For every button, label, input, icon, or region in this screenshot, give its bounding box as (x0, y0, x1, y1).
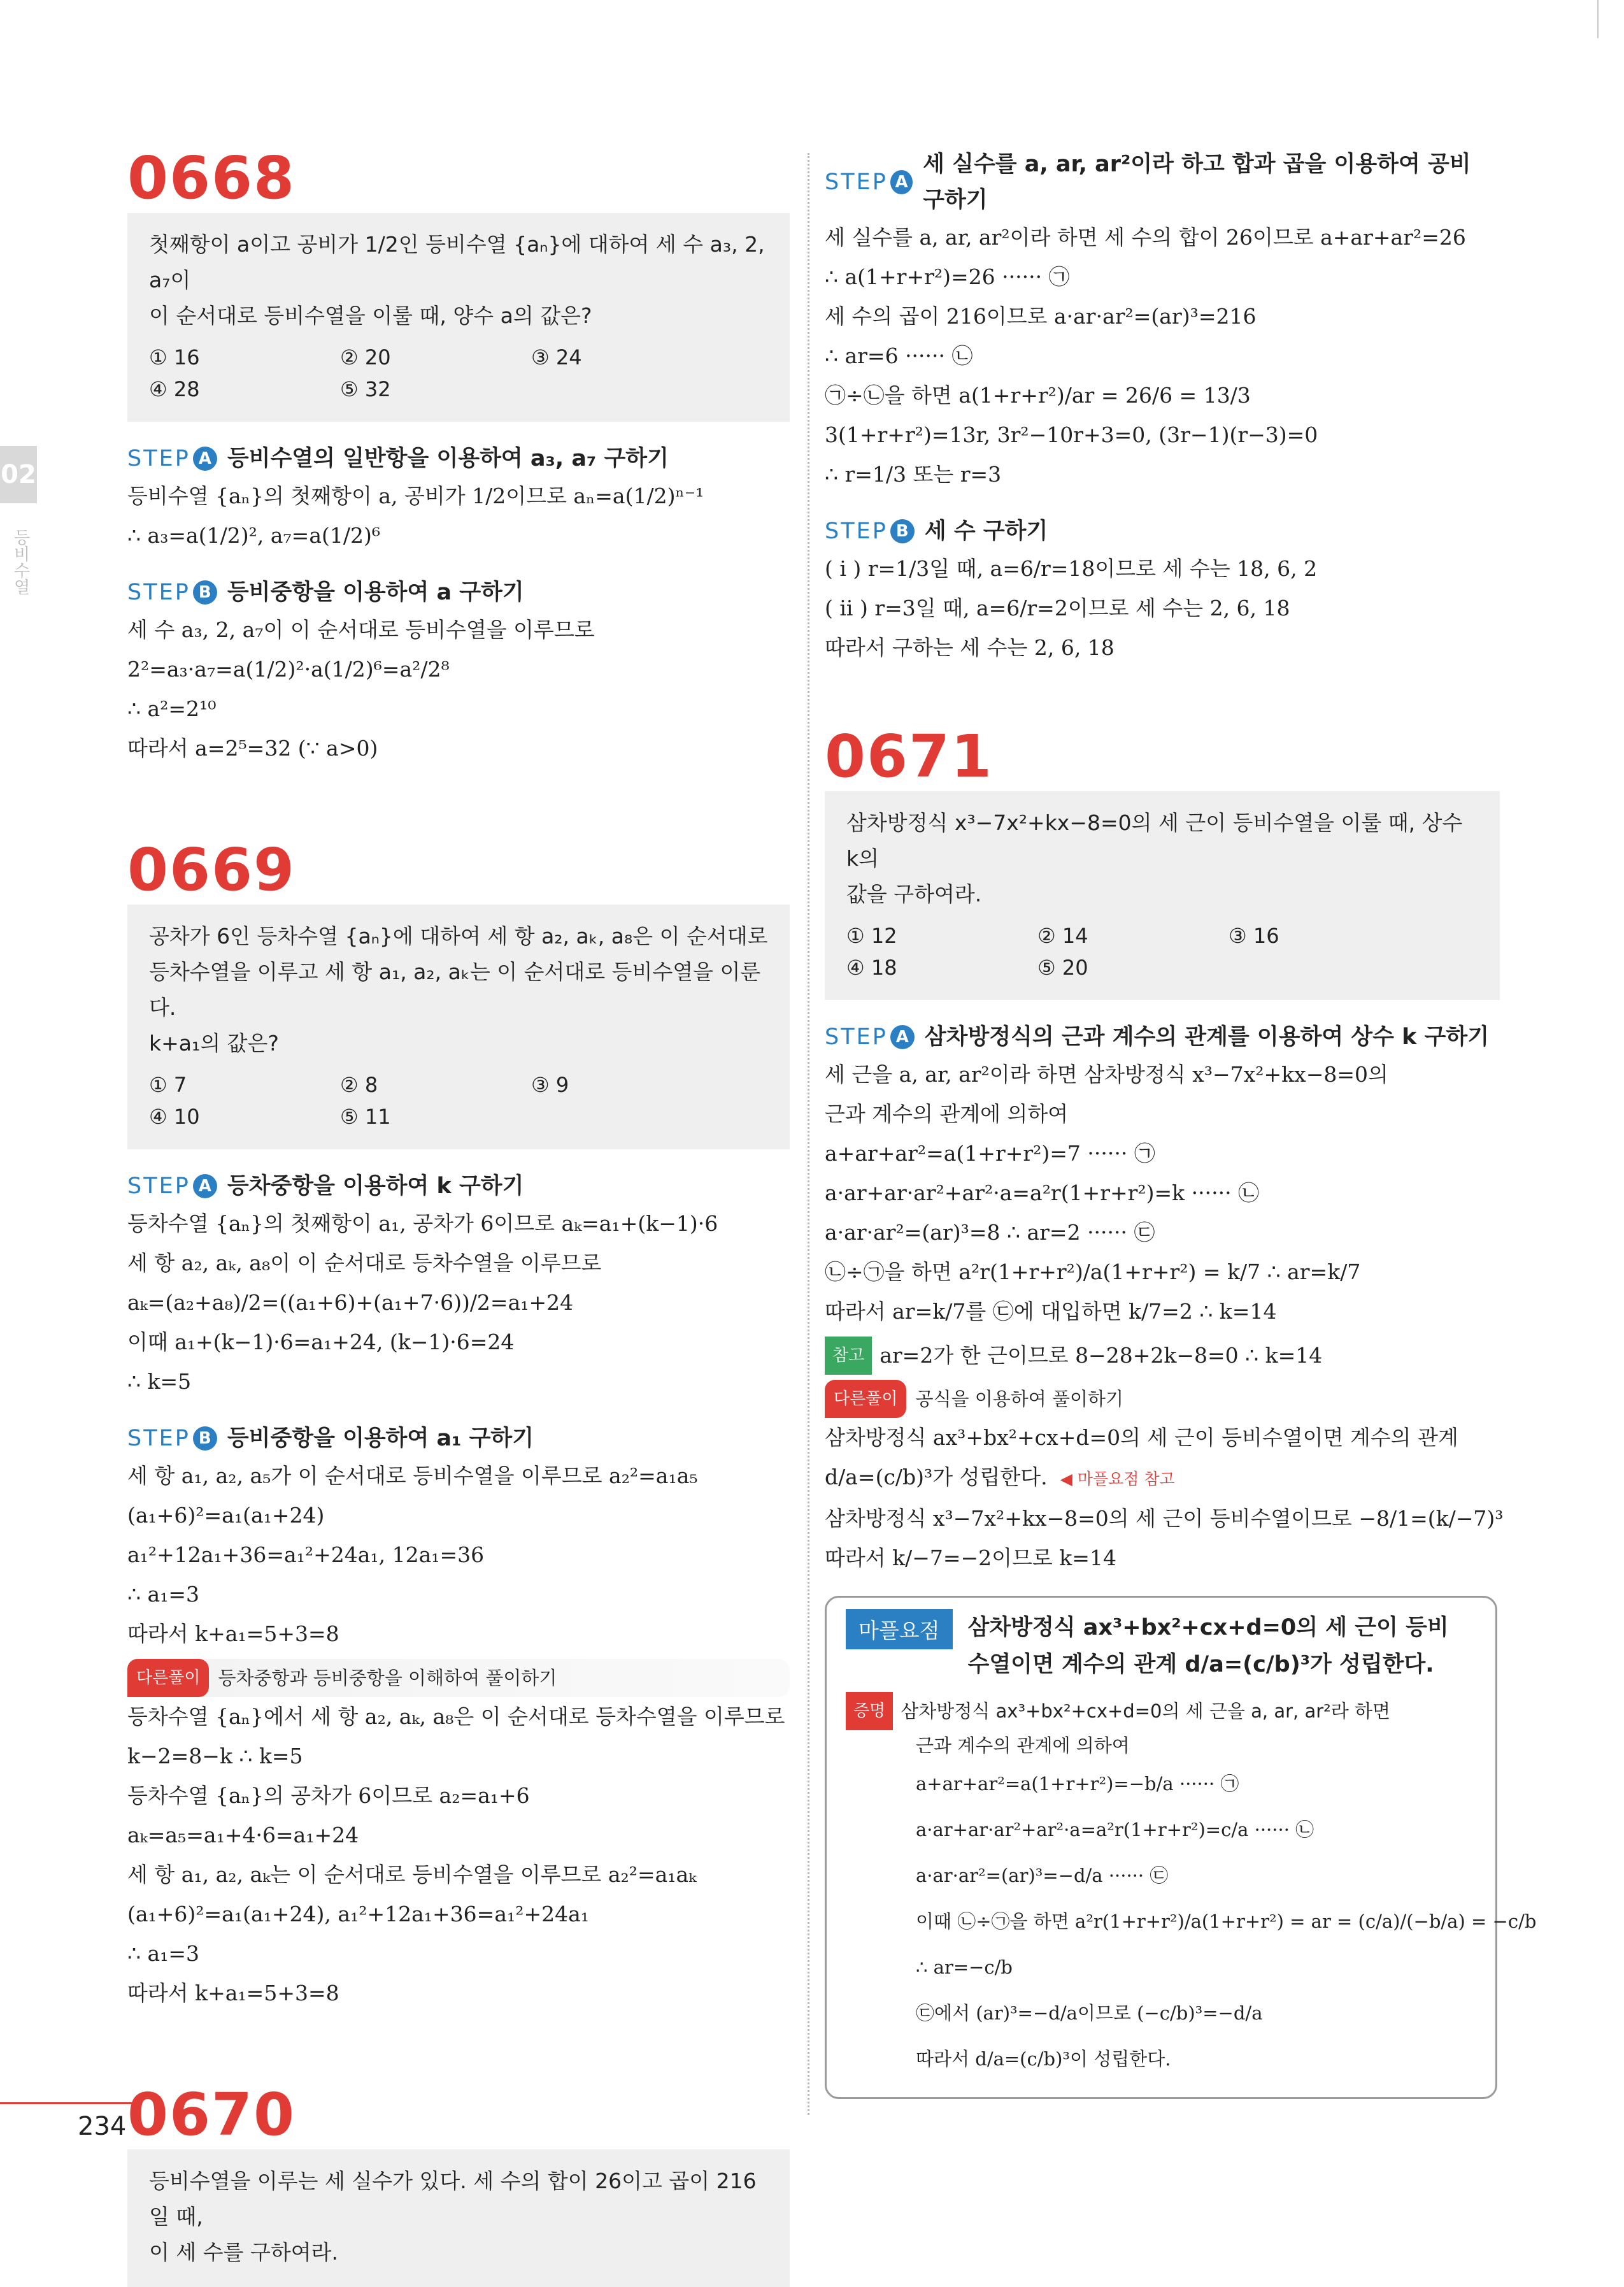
step-b-heading (127, 575, 790, 610)
solution-line: 삼차방정식 x³−7x²+kx−8=0의 세 근이 등비수열이므로 −8/1=(k/−7)³ (825, 1506, 1504, 1531)
solution-line: a·ar·ar²=(ar)³=8 ∴ ar=2 ······ ㉢ (825, 1220, 1155, 1245)
step-a-heading (825, 1019, 1500, 1055)
question-line: k+a₁의 값은? (149, 1031, 279, 1056)
solution-line: ∴ a₃=a(1/2)², a₇=a(1/2)⁶ (127, 523, 381, 548)
proof-line: a·ar·ar²=(ar)³=−d/a ······ ㉢ (916, 1865, 1169, 1886)
solution-line: 세 근을 a, ar, ar²이라 하면 삼차방정식 x³−7x²+kx−8=0의 (825, 1062, 1388, 1087)
step-letter-icon: B (193, 1426, 217, 1451)
question-line: 이 세 수를 구하여라. (149, 2240, 338, 2265)
solution-line: ∴ r=1/3 또는 r=3 (825, 462, 1002, 487)
step-tag: STEP (825, 1024, 888, 1050)
step-title: 등차중항을 이용하여 k 구하기 (227, 1173, 524, 1199)
solution-line: a+ar+ar²=a(1+r+r²)=7 ······ ㉠ (825, 1141, 1155, 1166)
solution-line: 세 수의 곱이 216이므로 a·ar·ar²=(ar)³=216 (825, 304, 1257, 329)
solution-line: ㉡÷㉠을 하면 a²r(1+r+r²)/a(1+r+r²) = k/7 ∴ ar=k/7 (825, 1259, 1361, 1284)
problem-0670 (127, 2083, 790, 2287)
solution-line: 따라서 ar=k/7를 ㉢에 대입하면 k/7=2 ∴ k=14 (825, 1299, 1277, 1324)
question-line: 이 순서대로 등비수열을 이룰 때, 양수 a의 값은? (149, 303, 592, 328)
problem-number: 0670 (127, 2081, 296, 2149)
step-tag: STEP (825, 519, 888, 544)
problem-0670-solution (825, 147, 1500, 668)
solution-line: k−2=8−k ∴ k=5 (127, 1744, 303, 1768)
solution-line: 등차수열 {aₙ}의 공차가 6이므로 a₂=a₁+6 (127, 1783, 530, 1808)
solution-line: aₖ=a₅=a₁+4·6=a₁+24 (127, 1823, 359, 1847)
answer-choices (149, 341, 768, 405)
step-b-heading (127, 1421, 790, 1456)
step-title: 등비중항을 이용하여 a₁ 구하기 (227, 1426, 534, 1451)
solution-line: (a₁+6)²=a₁(a₁+24) (127, 1503, 325, 1528)
choice[interactable]: ① 16 (149, 345, 200, 369)
formula-text: d/a=(c/b)³가 성립한다. (825, 1465, 1048, 1489)
step-tag: STEP (127, 1173, 190, 1199)
solution-line: a₁²+12a₁+36=a₁²+24a₁, 12a₁=36 (127, 1542, 485, 1567)
choice[interactable]: ⑤ 20 (1037, 956, 1088, 980)
marple-title (968, 1609, 1449, 1683)
step-tag: STEP (825, 169, 888, 195)
solution-line: a·ar+ar·ar²+ar²·a=a²r(1+r+r²)=k ······ ㉡ (825, 1180, 1260, 1205)
step-title: 세 실수를 a, ar, ar²이라 하고 합과 곱을 이용하여 공비 구하기 (923, 152, 1471, 213)
solution-line: 이때 a₁+(k−1)·6=a₁+24, (k−1)·6=24 (127, 1330, 515, 1354)
solution-line: ∴ a₁=3 (127, 1582, 200, 1607)
proof-intro-line: 근과 계수의 관계에 의하여 (916, 1735, 1130, 1756)
solution-line: 2²=a₃·a₇=a(1/2)²·a(1/2)⁶=a²/2⁸ (127, 657, 450, 682)
choice[interactable]: ④ 28 (149, 377, 200, 401)
problem-number: 0669 (127, 836, 296, 904)
page-number: 234 (78, 2112, 127, 2141)
proof-line: 이때 ㉡÷㉠을 하면 a²r(1+r+r²)/a(1+r+r²) = ar = (c/a)/(−b/a) = −c/b (916, 1911, 1537, 1932)
solution-line: 세 항 a₁, a₂, aₖ는 이 순서대로 등비수열을 이루므로 a₂²=a₁aₖ (127, 1862, 697, 1887)
question-line: 값을 구하여라. (846, 882, 982, 907)
question-line: 등차수열을 이루고 세 항 a₁, a₂, aₖ는 이 순서대로 등비수열을 이룬다. (149, 959, 761, 1020)
solution-line: 따라서 a=2⁵=32 (∵ a>0) (127, 736, 378, 761)
step-letter-icon: A (890, 170, 913, 194)
step-tag: STEP (127, 580, 190, 605)
step-tag: STEP (127, 446, 190, 471)
proof-badge: 증명 (846, 1692, 893, 1730)
marple-title-line: 삼차방정식 ax³+bx²+cx+d=0의 세 근이 등비 (967, 1615, 1449, 1640)
solution-line: aₖ=(a₂+a₈)/2=((a₁+6)+(a₁+7·6))/2=a₁+24 (127, 1290, 574, 1315)
marple-title-line: 수열이면 계수의 관계 d/a=(c/b)³가 성립한다. (967, 1652, 1434, 1677)
solution-line: 세 항 a₂, aₖ, a₈이 이 순서대로 등차수열을 이루므로 (127, 1251, 602, 1275)
answer-choices (846, 920, 1478, 984)
marple-badge: 마플요점 (846, 1609, 953, 1649)
solution-line: 세 수 a₃, 2, a₇이 이 순서대로 등비수열을 이루므로 (127, 617, 595, 642)
marple-reference[interactable]: ◀ 마플요점 참고 (1060, 1470, 1175, 1488)
step-letter-icon: A (193, 447, 217, 471)
alt-solution-badge: 다른풀이 (825, 1380, 906, 1418)
problem-number: 0668 (127, 144, 296, 212)
step-a-heading (127, 441, 790, 477)
note-text: ar=2가 한 근이므로 8−28+2k−8=0 ∴ k=14 (880, 1343, 1323, 1368)
choice[interactable]: ② 14 (1037, 924, 1088, 948)
question-box (127, 2149, 790, 2287)
solution-line: 등차수열 {aₙ}에서 세 항 a₂, aₖ, a₈은 이 순서대로 등차수열을 이루므로 (127, 1704, 785, 1729)
step-letter-icon: B (193, 580, 217, 605)
solution-line: 3(1+r+r²)=13r, 3r²−10r+3=0, (3r−1)(r−3)=0 (825, 422, 1318, 447)
question-box (127, 905, 790, 1149)
solution-line: ∴ a²=2¹⁰ (127, 696, 217, 721)
step-a-heading (825, 147, 1500, 218)
answer-choices (149, 1069, 768, 1133)
chapter-side-label: 등비수열 (11, 529, 30, 595)
solution-line: ∴ k=5 (127, 1369, 192, 1394)
question-line: 첫째항이 a이고 공비가 1/2인 등비수열 {aₙ}에 대하여 세 수 a₃, 2, a₇이 (149, 232, 765, 292)
choice[interactable]: ③ 9 (531, 1073, 569, 1097)
marple-key-box (825, 1596, 1537, 2099)
proof-line: 따라서 d/a=(c/b)³이 성립한다. (916, 2048, 1171, 2070)
solution-line: 따라서 k+a₁=5+3=8 (127, 1621, 339, 1646)
proof-line: ∴ ar=−c/b (916, 1956, 1013, 1978)
problem-0671 (825, 722, 1537, 2099)
proof-intro-line: 삼차방정식 ax³+bx²+cx+d=0의 세 근을 a, ar, ar²라 하면 (901, 1700, 1391, 1722)
step-letter-icon: A (193, 1174, 217, 1198)
right-column (825, 147, 1537, 2099)
solution-line: 등차수열 {aₙ}의 첫째항이 a₁, 공차가 6이므로 aₖ=a₁+(k−1)·6 (127, 1211, 718, 1236)
alt-solution-heading (127, 1659, 790, 1697)
choice[interactable]: ⑤ 32 (340, 377, 391, 401)
choice[interactable]: ① 12 (846, 924, 897, 948)
problem-0669 (127, 838, 790, 2013)
solution-line: ( i ) r=1/3일 때, a=6/r=18이므로 세 수는 18, 6, 2 (825, 556, 1318, 581)
chapter-side-tab: 02 (0, 446, 37, 503)
problem-number: 0671 (825, 722, 994, 791)
solution-line: ㉠÷㉡을 하면 a(1+r+r²)/ar = 26/6 = 13/3 (825, 383, 1251, 408)
step-letter-icon: A (890, 1025, 915, 1049)
proof-heading (846, 1692, 1476, 1730)
solution-line: 따라서 k/−7=−2이므로 k=14 (825, 1545, 1116, 1570)
choice[interactable]: ② 20 (340, 345, 391, 369)
step-title: 삼차방정식의 근과 계수의 관계를 이용하여 상수 k 구하기 (924, 1024, 1490, 1050)
step-a-heading (127, 1168, 790, 1204)
step-title: 등비중항을 이용하여 a 구하기 (227, 580, 524, 605)
step-tag: STEP (127, 1426, 190, 1451)
column-divider (808, 153, 809, 2115)
solution-line: 근과 계수의 관계에 의하여 (825, 1101, 1069, 1126)
step-title: 세 수 구하기 (924, 519, 1048, 544)
choice[interactable]: ③ 16 (1229, 924, 1279, 948)
choice[interactable]: ⑤ 11 (340, 1105, 391, 1129)
choice[interactable]: ② 8 (340, 1073, 378, 1097)
proof-line: a+ar+ar²=a(1+r+r²)=−b/a ······ ㉠ (916, 1773, 1239, 1795)
solution-line: 세 실수를 a, ar, ar²이라 하면 세 수의 합이 26이므로 a+ar+ar²=26 (825, 225, 1466, 250)
solution-line: 등비수열 {aₙ}의 첫째항이 a, 공비가 1/2이므로 aₙ=a(1/2)ⁿ⁻¹ (127, 484, 704, 508)
solution-line: 삼차방정식 ax³+bx²+cx+d=0의 세 근이 등비수열이면 계수의 관계 (825, 1425, 1458, 1450)
choice[interactable]: ④ 10 (149, 1105, 200, 1129)
solution-line (825, 1458, 1500, 1499)
solution-line: ( ii ) r=3일 때, a=6/r=2이므로 세 수는 2, 6, 18 (825, 596, 1290, 620)
question-line: 삼차방정식 x³−7x²+kx−8=0의 세 근이 등비수열을 이룰 때, 상수 k의 (846, 810, 1463, 871)
page-number-rule (0, 2102, 134, 2104)
alt-solution-title: 공식을 이용하여 풀이하기 (915, 1388, 1124, 1410)
alt-solution-badge: 다른풀이 (127, 1659, 209, 1697)
note-row (825, 1337, 1500, 1375)
solution-line: ∴ a(1+r+r²)=26 ······ ㉠ (825, 264, 1070, 289)
alt-solution-heading (825, 1380, 1500, 1418)
problem-0668 (127, 144, 790, 768)
alt-solution-title: 등차중항과 등비중항을 이해하여 풀이하기 (218, 1667, 557, 1689)
solution-line: 세 항 a₁, a₂, a₅가 이 순서대로 등비수열을 이루므로 a₂²=a₁a₅ (127, 1463, 698, 1488)
choice[interactable]: ① 7 (149, 1073, 187, 1097)
note-badge: 참고 (825, 1337, 872, 1375)
solution-line: 따라서 구하는 세 수는 2, 6, 18 (825, 635, 1115, 660)
step-title: 등비수열의 일반항을 이용하여 a₃, a₇ 구하기 (227, 446, 669, 471)
question-line: 공차가 6인 등차수열 {aₙ}에 대하여 세 항 a₂, aₖ, a₈은 이 순서대로 (149, 924, 768, 949)
solution-line: 따라서 k+a₁=5+3=8 (127, 1981, 339, 2005)
question-box (127, 213, 790, 422)
solution-line: ∴ ar=6 ······ ㉡ (825, 343, 973, 368)
proof-line: a·ar+ar·ar²+ar²·a=a²r(1+r+r²)=c/a ······ ㉡ (916, 1819, 1314, 1840)
choice[interactable]: ④ 18 (846, 956, 897, 980)
marple-header (846, 1609, 1476, 1683)
step-letter-icon: B (890, 519, 915, 543)
page-edge-line (1597, 0, 1599, 38)
proof-line: ㉢에서 (ar)³=−d/a이므로 (−c/b)³=−d/a (916, 2002, 1263, 2024)
left-column (127, 144, 790, 2287)
solution-line: (a₁+6)²=a₁(a₁+24), a₁²+12a₁+36=a₁²+24a₁ (127, 1902, 590, 1926)
choice[interactable]: ③ 24 (531, 345, 582, 369)
question-box (825, 791, 1500, 1000)
question-line: 등비수열을 이루는 세 실수가 있다. 세 수의 합이 26이고 곱이 216일 때, (149, 2169, 757, 2229)
step-b-heading (825, 513, 1500, 549)
solution-line: ∴ a₁=3 (127, 1941, 200, 1966)
